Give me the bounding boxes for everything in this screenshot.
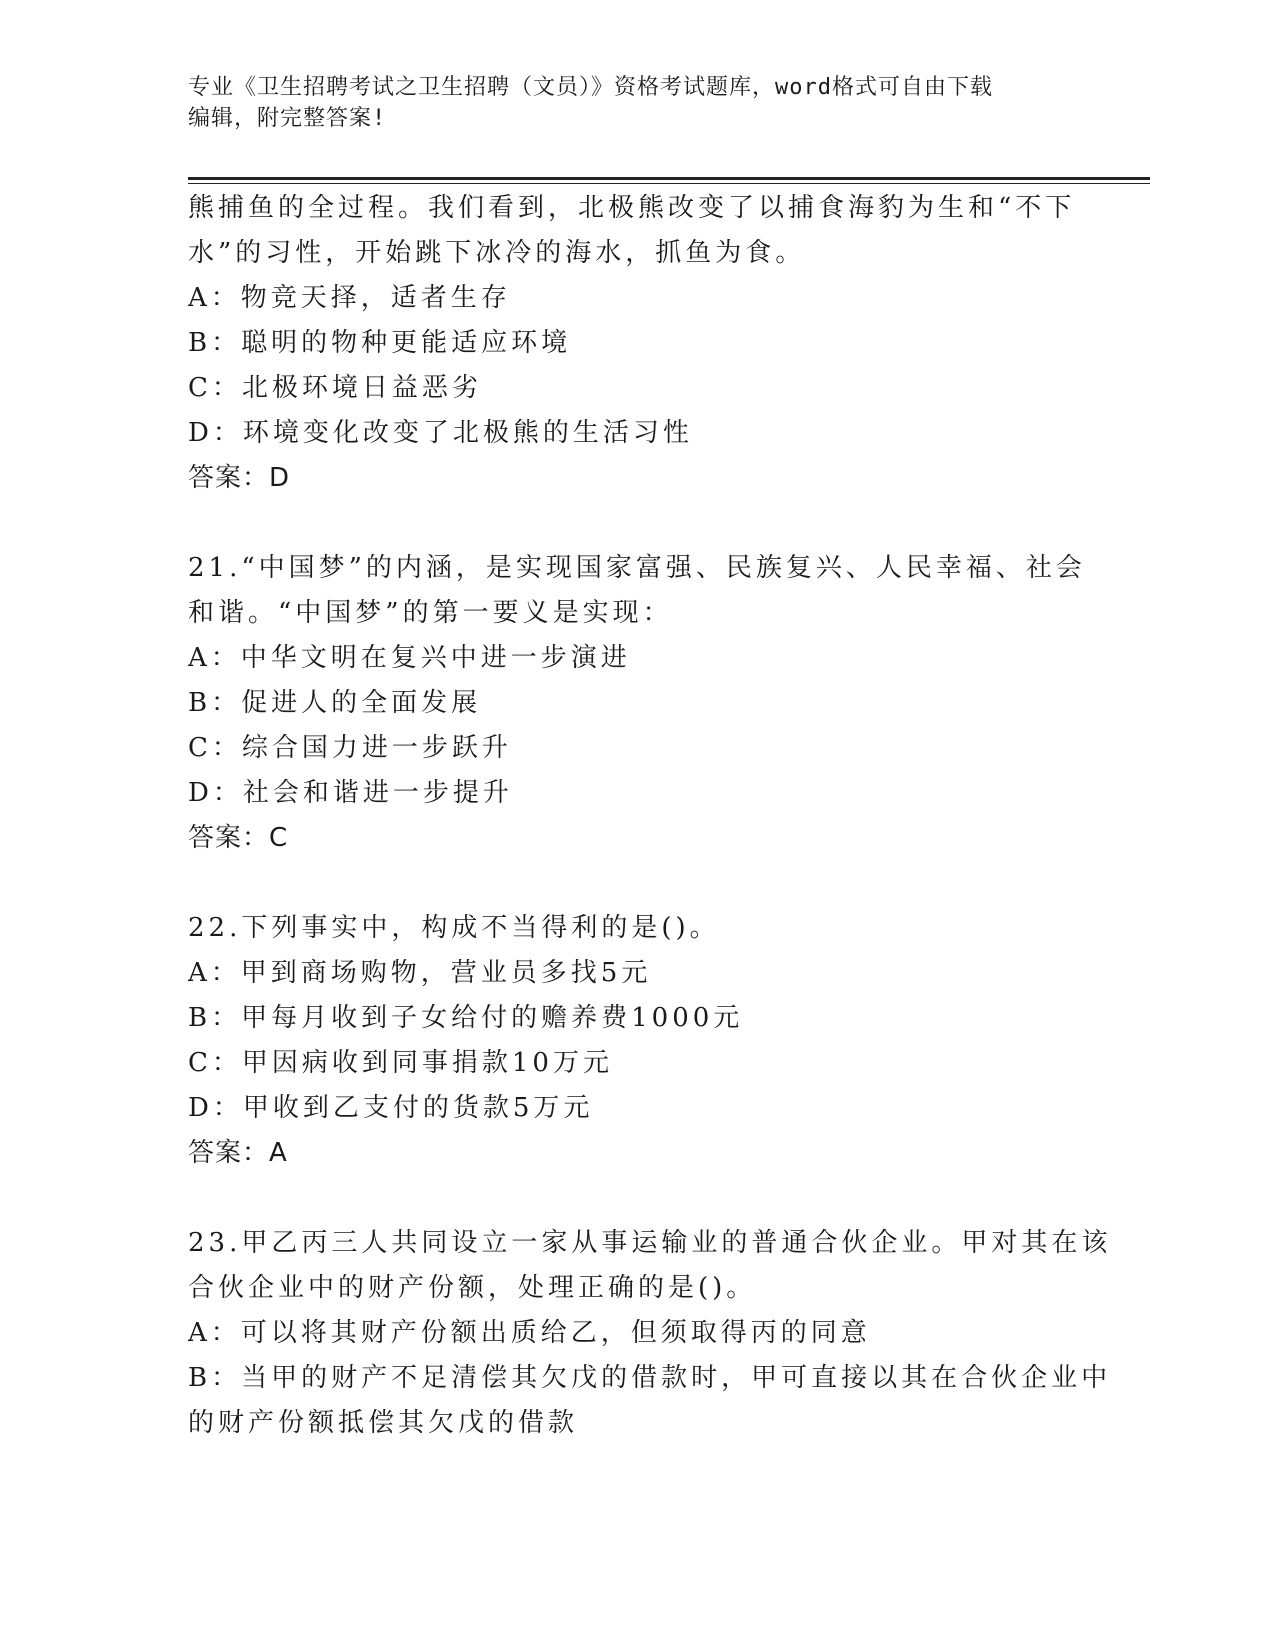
option-c: C：综合国力进一步跃升 (188, 733, 512, 763)
option-a: A：物竞天择，适者生存 (188, 283, 511, 313)
question-stem: 22.下列事实中，构成不当得利的是()。 (188, 913, 720, 943)
question-stem: 和谐。“中国梦”的第一要义是实现： (188, 598, 673, 628)
option-d: D：环境变化改变了北极熊的生活习性 (188, 418, 693, 448)
answer-line: 答案：A (188, 1138, 288, 1168)
question-stem: 23.甲乙丙三人共同设立一家从事运输业的普通合伙企业。甲对其在该 (188, 1228, 1112, 1258)
option-a: A：甲到商场购物，营业员多找5元 (188, 958, 652, 988)
question-stem: 水”的习性，开始跳下冰冷的海水，抓鱼为食。 (188, 238, 806, 268)
answer-line: 答案：C (188, 823, 289, 853)
option-a: A：中华文明在复兴中进一步演进 (188, 643, 631, 673)
option-b: B：当甲的财产不足清偿其欠戊的借款时，甲可直接以其在合伙企业中 (188, 1363, 1112, 1393)
document-header (188, 72, 1068, 134)
option-c: C：北极环境日益恶劣 (188, 373, 482, 403)
option-b: B：促进人的全面发展 (188, 688, 482, 718)
question-stem: 21.“中国梦”的内涵，是实现国家富强、民族复兴、人民幸福、社会 (188, 553, 1086, 583)
header-line-2: 编辑，附完整答案! (188, 106, 387, 131)
spacer (188, 501, 1088, 546)
option-d: D：社会和谐进一步提升 (188, 778, 513, 808)
question-stem: 合伙企业中的财产份额，处理正确的是()。 (188, 1273, 757, 1303)
question-stem: 熊捕鱼的全过程。我们看到，北极熊改变了以捕食海豹为生和“不下 (188, 193, 1076, 223)
header-rule-thick (188, 177, 1150, 180)
spacer (188, 861, 1088, 906)
question-21 (188, 546, 1088, 861)
answer-line: 答案：D (188, 463, 291, 493)
spacer (188, 1176, 1088, 1221)
option-a: A：可以将其财产份额出质给乙，但须取得丙的同意 (188, 1318, 871, 1348)
option-c: C：甲因病收到同事捐款10万元 (188, 1048, 613, 1078)
header-rule-thin (188, 183, 1150, 184)
question-list (188, 186, 1112, 1446)
option-d: D：甲收到乙支付的货款5万元 (188, 1093, 594, 1123)
question-23 (188, 1221, 1112, 1446)
header-line-1: 专业《卫生招聘考试之卫生招聘（文员）》资格考试题库，word格式可自由下载 (188, 75, 993, 100)
option-b: B：聪明的物种更能适应环境 (188, 328, 572, 358)
option-b-continued: 的财产份额抵偿其欠戊的借款 (188, 1408, 579, 1438)
option-b: B：甲每月收到子女给付的赡养费1000元 (188, 1003, 744, 1033)
question-22 (188, 906, 1088, 1176)
question-20 (188, 186, 1088, 501)
